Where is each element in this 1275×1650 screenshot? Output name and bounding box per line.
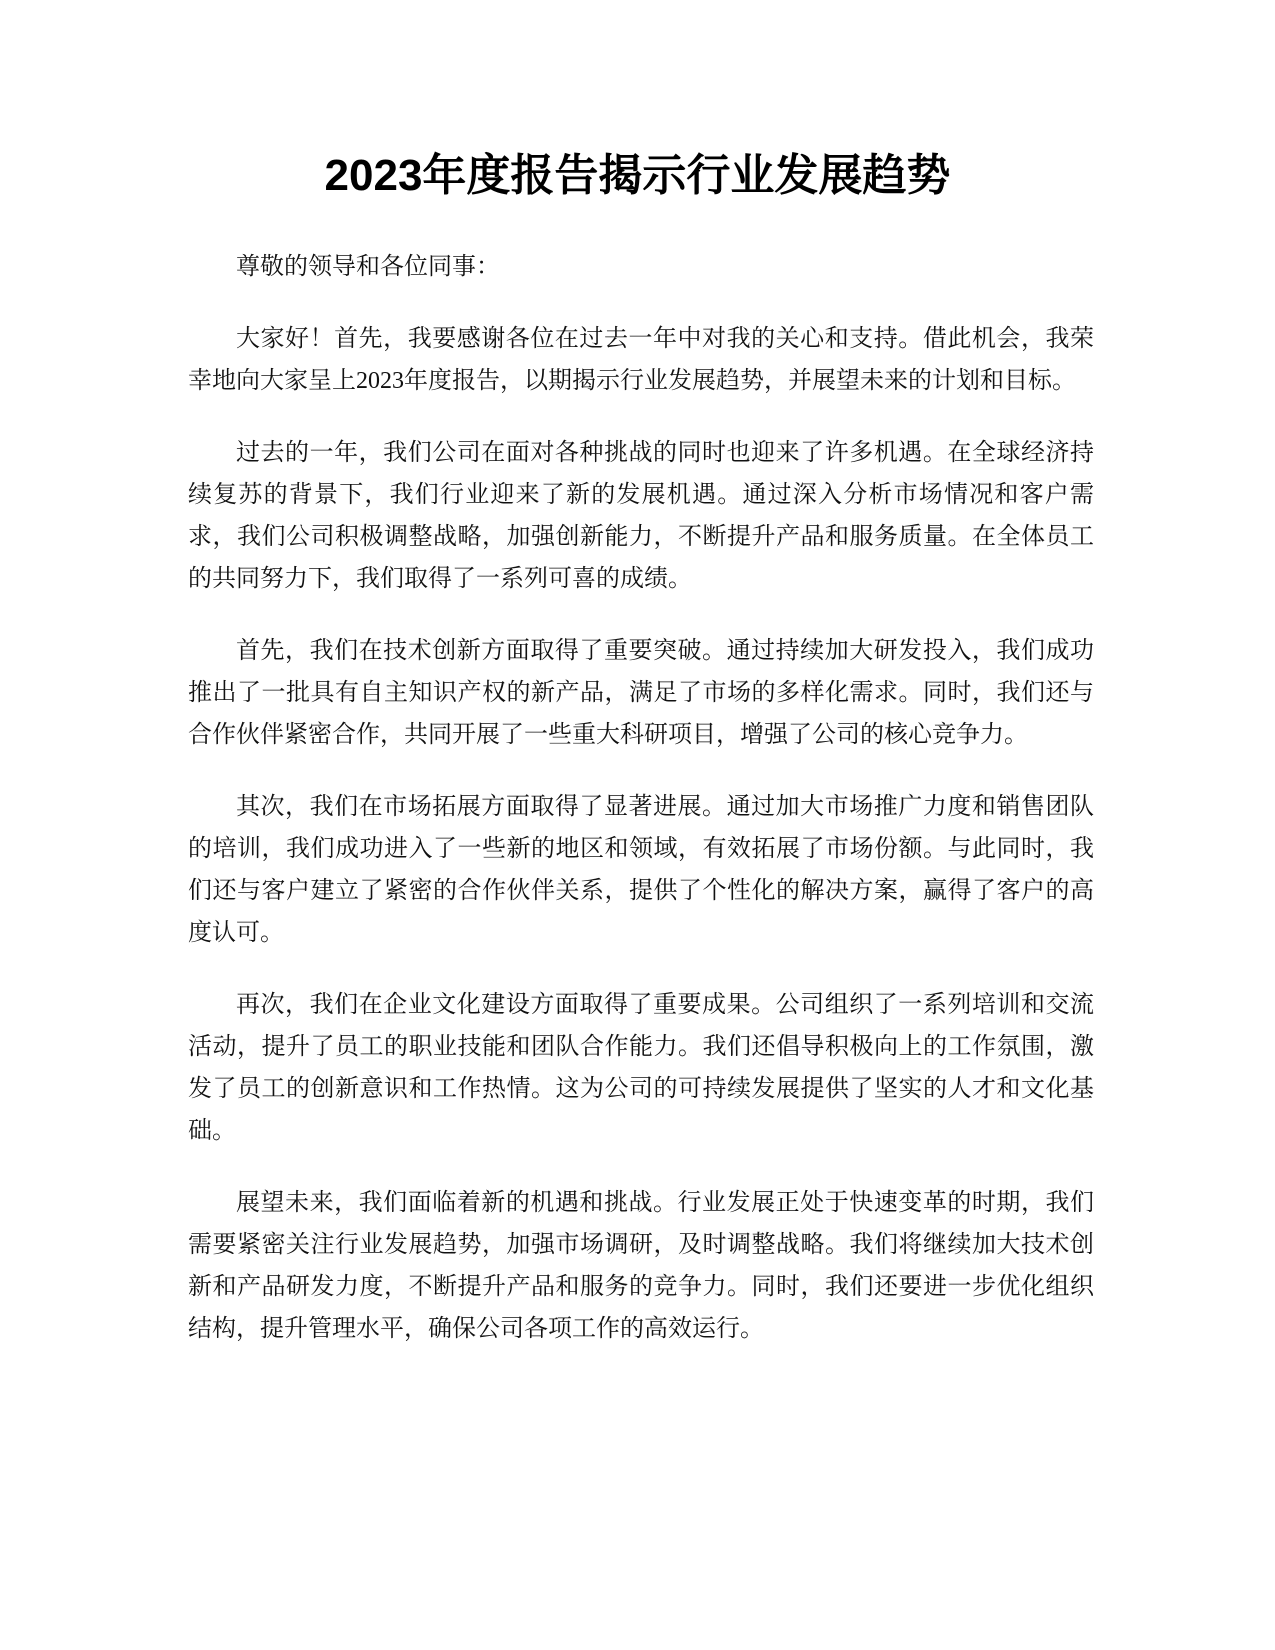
salutation: 尊敬的领导和各位同事： <box>236 254 500 280</box>
paragraph-market-expansion: 其次，我们在市场拓展方面取得了显著进展。通过加大市场推广力度和销售团队的培训，我们成功进入了一些新的地区和领域，有效拓展了市场份额。与此同时，我们还与客户建立了紧密的合作伙伴关系，提供了个性化的解决方案，赢得了客户的高度认可。 <box>188 794 1094 946</box>
paragraph-past-year: 过去的一年，我们公司在面对各种挑战的同时也迎来了许多机遇。在全球经济持续复苏的背景下，我们行业迎来了新的发展机遇。通过深入分析市场情况和客户需求，我们公司积极调整战略，加强创新能力，不断提升产品和服务质量。在全体员工的共同努力下，我们取得了一系列可喜的成绩。 <box>188 440 1094 592</box>
paragraph-corporate-culture: 再次，我们在企业文化建设方面取得了重要成果。公司组织了一系列培训和交流活动，提升了员工的职业技能和团队合作能力。我们还倡导积极向上的工作氛围，激发了员工的创新意识和工作热情。这为公司的可持续发展提供了坚实的人才和文化基础。 <box>188 992 1094 1144</box>
document-title: 2023年度报告揭示行业发展趋势 <box>324 151 951 200</box>
paragraph-outlook: 展望未来，我们面临着新的机遇和挑战。行业发展正处于快速变革的时期，我们需要紧密关注行业发展趋势，加强市场调研，及时调整战略。我们将继续加大技术创新和产品研发力度，不断提升产品和服务的竞争力。同时，我们还要进一步优化组织结构，提升管理水平，确保公司各项工作的高效运行。 <box>188 1190 1094 1342</box>
paragraph-tech-innovation: 首先，我们在技术创新方面取得了重要突破。通过持续加大研发投入，我们成功推出了一批具有自主知识产权的新产品，满足了市场的多样化需求。同时，我们还与合作伙伴紧密合作，共同开展了一些重大科研项目，增强了公司的核心竞争力。 <box>188 638 1094 748</box>
document-body <box>188 246 1094 1380</box>
paragraph-greeting: 大家好！首先，我要感谢各位在过去一年中对我的关心和支持。借此机会，我荣幸地向大家呈上2023年度报告，以期揭示行业发展趋势，并展望未来的计划和目标。 <box>188 326 1094 394</box>
